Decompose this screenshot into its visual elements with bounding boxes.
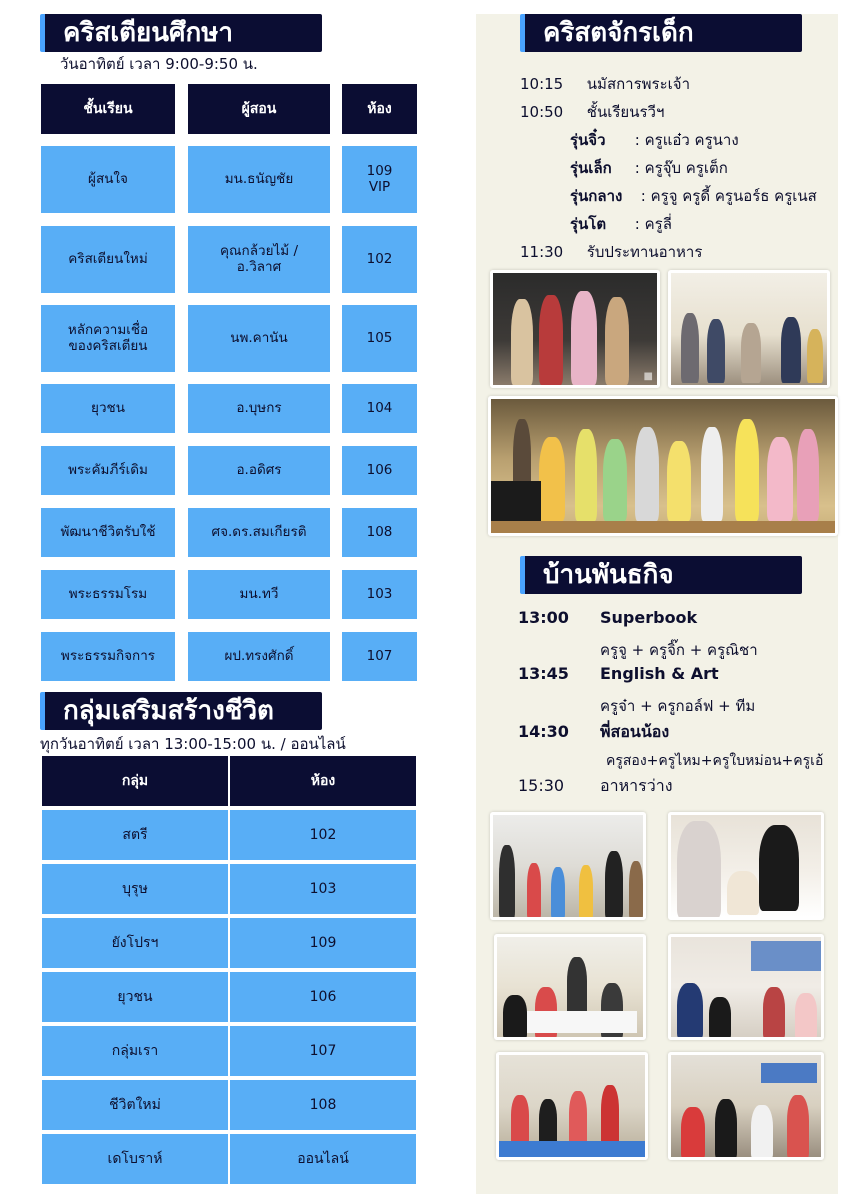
home-activity-photo-4 [668,934,824,1040]
group-room-cell: ออนไลน์ [230,1134,416,1186]
home-schedule-item [518,664,719,683]
home-activity-photo-5 [496,1052,648,1160]
home-item-time: 13:00 [518,608,569,627]
camera-icon: ■ [643,371,653,382]
edu-teacher-cell: มน.ธนัญชัย [188,146,330,213]
group-room-cell: 109 [230,918,416,970]
home-schedule-item [518,774,673,799]
kids-item-time: 10:50 [520,103,564,121]
edu-class-cell: พระคัมภีร์เดิม [41,446,175,495]
kids-item-time: 10:15 [520,75,564,93]
groups-table-row [42,810,416,862]
edu-class-cell: พระธรรมกิจการ [41,632,175,681]
kids-item-text: นมัสการพระเจ้า [586,75,690,93]
edu-room-cell: 104 [342,384,417,433]
edu-room-cell: 105 [342,305,417,372]
group-room-cell: 108 [230,1080,416,1132]
groups-table-row [42,918,416,970]
home-item-time: 13:45 [518,664,569,683]
group-name-cell: บุรุษ [42,864,230,916]
edu-header-teacher: ผู้สอน [188,84,330,134]
groups-table-row [42,1026,416,1078]
edu-header-room: ห้อง [342,84,417,134]
home-item-staff: ครูจ๋า + ครูกอล์ฟ + ทีม [600,697,756,715]
home-item-activity: พี่สอนน้อง [600,722,670,741]
home-activity-photo-2 [668,812,824,920]
edu-class-cell: หลักความเชื่อ ของคริสเตียน [41,305,175,372]
group-name-cell: ยุวชน [42,972,230,1024]
groups-header-group: กลุ่ม [42,756,230,808]
edu-teacher-cell: มน.ทวี [188,570,330,619]
group-name-cell: ยังโปรฯ [42,918,230,970]
kids-item-text: รับประทานอาหาร [586,243,703,261]
group-name-cell: ชีวิตใหม่ [42,1080,230,1132]
edu-teacher-cell: อ.อดิศร [188,446,330,495]
edu-room-cell: 103 [342,570,417,619]
home-activity-photo-3 [494,934,646,1040]
edu-header-cls: ชั้นเรียน [41,84,175,134]
kids-class-teachers: : ครูแอ๋ว ครูนาง [634,131,739,149]
home-item-time: 14:30 [518,722,569,741]
group-room-cell: 102 [230,810,416,862]
home-item-time: 15:30 [518,776,565,795]
kids-class-name: รุ่นจิ๋ว [570,131,606,149]
edu-teacher-cell: ศจ.ดร.สมเกียรติ [188,508,330,557]
edu-room-cell: 107 [342,632,417,681]
life-groups-title: กลุ่มเสริมสร้างชีวิต [40,692,322,730]
edu-class-cell: พระธรรมโรม [41,570,175,619]
kids-room-photo [668,270,830,388]
kids-class-big [570,212,672,236]
group-room-cell: 103 [230,864,416,916]
edu-room-cell: 109 VIP [342,146,417,213]
edu-class-cell: พัฒนาชีวิตรับใช้ [41,508,175,557]
kids-stage-photo [488,396,838,536]
kids-class-tiny [570,128,739,152]
edu-teacher-cell: ผป.ทรงศักดิ์ [188,632,330,681]
home-item-activity: English & Art [600,664,719,683]
groups-table-row [42,1080,416,1132]
edu-class-cell: ผู้สนใจ [41,146,175,213]
christian-education-title: คริสเตียนศึกษา [40,14,322,52]
kids-class-small [570,156,728,180]
home-item-activity: Superbook [600,608,698,627]
home-activity-photo-1 [490,812,646,920]
groups-table-row [42,972,416,1024]
edu-class-cell: คริสเตียนใหม่ [41,226,175,293]
christian-education-time: วันอาทิตย์ เวลา 9:00-9:50 น. [60,55,258,73]
edu-teacher-cell: นพ.คานัน [188,305,330,372]
home-item-activity: อาหารว่าง [600,776,673,795]
group-name-cell: สตรี [42,810,230,862]
home-schedule-item [518,608,697,627]
edu-teacher-cell: อ.บุษกร [188,384,330,433]
kids-church-title: คริสตจักรเด็ก [520,14,802,52]
home-schedule-item [518,720,669,745]
groups-header-room: ห้อง [230,756,416,808]
group-name-cell: เดโบราห์ [42,1134,230,1186]
kids-item-class [520,100,664,124]
group-name-cell: กลุ่มเรา [42,1026,230,1078]
groups-header-row [42,756,416,808]
kids-class-teachers: : ครูจู ครูดี้ ครูนอร์ธ ครูเนส [640,187,817,205]
kids-class-teachers: : ครูจุ๊บ ครูเต็ก [634,159,728,177]
edu-room-cell: 108 [342,508,417,557]
groups-table-row [42,864,416,916]
edu-teacher-cell: คุณกล้วยไม้ / อ.วิลาศ [188,226,330,293]
edu-room-cell: 102 [342,226,417,293]
group-room-cell: 106 [230,972,416,1024]
home-item-staff: ครูจู + ครูจิ๊ก + ครูณิชา [600,641,758,659]
home-activity-photo-6 [668,1052,824,1160]
group-room-cell: 107 [230,1026,416,1078]
kids-item-text: ชั้นเรียนรวีฯ [586,103,665,121]
life-groups-time: ทุกวันอาทิตย์ เวลา 13:00-15:00 น. / ออนไลน์ [40,735,346,753]
kids-class-name: รุ่นกลาง [570,187,623,205]
kids-class-name: รุ่นโต [570,215,607,233]
edu-class-cell: ยุวชน [41,384,175,433]
kids-costume-photo [490,270,660,388]
kids-item-time: 11:30 [520,243,564,261]
kids-item-worship [520,72,690,96]
home-ministry-title: บ้านพันธกิจ [520,556,802,594]
kids-class-teachers: : ครูลี่ [634,215,672,233]
groups-table-row [42,1134,416,1186]
kids-class-name: รุ่นเล็ก [570,159,612,177]
kids-item-lunch [520,240,702,264]
kids-class-middle [570,184,817,208]
home-item-staff: ครูสอง+ครูไหม+ครูใบหม่อน+ครูเอ้ [606,753,824,769]
edu-room-cell: 106 [342,446,417,495]
